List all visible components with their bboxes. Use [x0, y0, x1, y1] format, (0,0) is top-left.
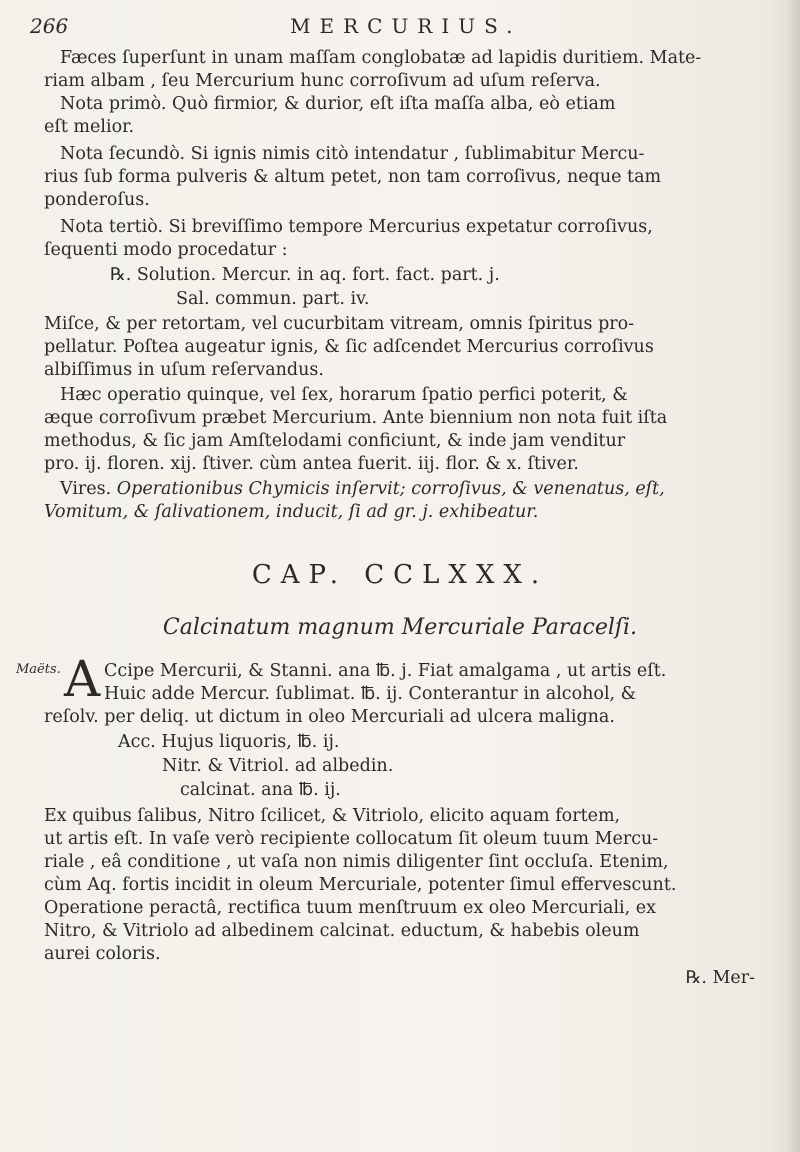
text-line: riam albam , ſeu Mercurium hunc corroſivum ad uſum reſerva. [44, 71, 601, 91]
vires-line: Vomitum, & ſalivationem, inducit, ſi ad gr. j. exhibeatur. [44, 502, 539, 522]
chapter-title: CAP. CCLXXX. [251, 560, 549, 590]
text-line: riale , eâ conditione , ut vaſa non nimis diligenter ſint occluſa. Etenim, [44, 852, 669, 872]
page-number: 266 [30, 14, 69, 38]
text-line: Operatione peractâ, rectifica tuum menſtruum ex oleo Mercuriali, ex [44, 898, 656, 918]
margin-note: Maëts. [16, 662, 61, 677]
vires-label: Vires. [60, 479, 112, 499]
page-header [30, 14, 780, 44]
text-line: methodus, & ſic jam Amſtelodami conficiunt, & inde jam venditur [44, 431, 626, 451]
text-line: pellatur. Poſtea augeatur ignis, & ſic adſcendet Mercurius corroſivus [44, 337, 654, 357]
text-line: Nota ſecundò. Si ignis nimis citò intendatur , ſublimabitur Mercu- [60, 144, 645, 164]
text-line: rius ſub forma pulveris & altum petet, non tam corroſivus, neque tam [44, 167, 662, 187]
running-title: MERCURIUS. [290, 14, 522, 38]
text-line: ſequenti modo procedatur : [44, 240, 288, 260]
recipe-line: Sal. commun. part. iv. [176, 289, 370, 309]
text-line: Huic adde Mercur. ſublimat. ℔. ij. Conterantur in alcohol, & [104, 684, 637, 704]
drop-capital: A [64, 650, 101, 708]
recipe-line: calcinat. ana ℔. ij. [180, 780, 341, 800]
text-line: albiſſimus in uſum reſervandus. [44, 360, 324, 380]
text-line: pro. ij. floren. xij. ſtiver. cùm antea fuerit. iij. flor. & x. ſtiver. [44, 454, 579, 474]
text-line: æque corroſivum præbet Mercurium. Ante biennium non nota fuit iſta [44, 408, 668, 428]
vires-line [60, 478, 665, 501]
recipe-line: ℞. Solution. Mercur. in aq. fort. fact. part. j. [110, 265, 500, 285]
chapter-subtitle: Calcinatum magnum Mercuriale Paracelſi. [162, 615, 638, 640]
recipe-line: Nitr. & Vitriol. ad albedin. [162, 756, 394, 776]
text-line: Ccipe Mercurii, & Stanni. ana ℔. j. Fiat amalgama , ut artis eſt. [104, 661, 667, 681]
text-line: eſt melior. [44, 117, 135, 137]
text-line: cùm Aq. fortis incidit in oleum Mercuriale, potenter ſimul effervescunt. [44, 875, 677, 895]
text-line: ut artis eſt. In vaſe verò recipiente collocatum ſit oleum tuum Mercu- [44, 829, 659, 849]
text-line: Ex quibus ſalibus, Nitro ſcilicet, & Vitriolo, elicito aquam fortem, [44, 806, 621, 826]
catchword: ℞. Mer- [685, 968, 755, 988]
text-line: ponderoſus. [44, 190, 150, 210]
text-line: reſolv. per deliq. ut dictum in oleo Mercuriali ad ulcera maligna. [44, 707, 615, 727]
text-line: Miſce, & per retortam, vel cucurbitam vitream, omnis ſpiritus pro- [44, 314, 635, 334]
text-line: Hæc operatio quinque, vel ſex, horarum ſpatio perfici poterit, & [60, 385, 628, 405]
text-line: Nitro, & Vitriolo ad albedinem calcinat. eductum, & habebis oleum [44, 921, 640, 941]
vires-text: Operationibus Chymicis inſervit; corroſivus, & venenatus, eſt, [116, 479, 665, 499]
recipe-line: Acc. Hujus liquoris, ℔. ij. [118, 732, 340, 752]
text-line: Nota tertiò. Si breviſſimo tempore Mercurius expetatur corroſivus, [60, 217, 653, 237]
text-line: Fæces ſuperſunt in unam maſſam conglobatæ ad lapidis duritiem. Mate- [60, 48, 702, 68]
text-line: aurei coloris. [44, 944, 161, 964]
text-line: Nota primò. Quò firmior, & durior, eſt iſta maſſa alba, eò etiam [60, 94, 616, 114]
